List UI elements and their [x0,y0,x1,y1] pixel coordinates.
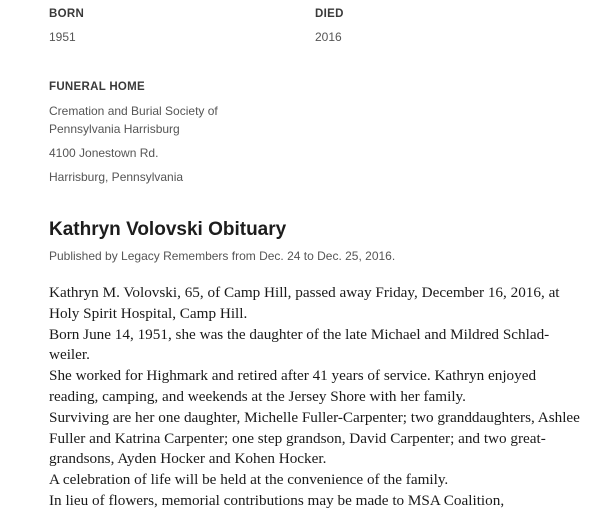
obituary-text [49,283,589,512]
born-value: 1951 [49,30,76,44]
funeral-home-label: FUNERAL HOME [49,81,146,93]
died-label: DIED [315,8,344,20]
obituary-paragraph: Surviving are her one daughter, Michelle Fuller-Carpenter; two granddaughters, Ashlee Fuller and Katrina Carpenter; one step grandson, David Carpenter; and two great-grandsons, Ayden Hocker and Kohen Hocker. [49,408,580,468]
obituary-paragraph: Kathryn M. Volovski, 65, of Camp Hill, passed away Friday, December 16, 2016, at Holy Spirit Hospital, Camp Hill. [49,284,560,322]
born-label: BORN [49,8,85,20]
obituary-paragraph: A celebration of life will be held at the convenience of the family. [49,471,449,489]
died-value: 2016 [315,30,342,44]
obituary-paragraph: Born June 14, 1951, she was the daughter of the late Michael and Mildred Schlad-weiler. [49,325,550,364]
funeral-home-name-line2: Pennsylvania Harrisburg [49,122,180,136]
funeral-home-city: Harrisburg, Pennsylvania [49,170,184,184]
obituary-paragraph: She worked for Highmark and retired after 41 years of service. Kathryn enjoyed reading, camping, and weekends at the Jersey Shore with her family. [49,367,537,405]
obituary-paragraph: In lieu of flowers, memorial contributions may be made to MSA Coalition, [49,491,505,509]
published-info: Published by Legacy Remembers from Dec. 24 to Dec. 25, 2016. [49,249,396,263]
funeral-home-name-line1: Cremation and Burial Society of [49,104,218,118]
obituary-title: Kathryn Volovski Obituary [49,219,287,240]
funeral-home-address: 4100 Jonestown Rd. [49,146,159,160]
